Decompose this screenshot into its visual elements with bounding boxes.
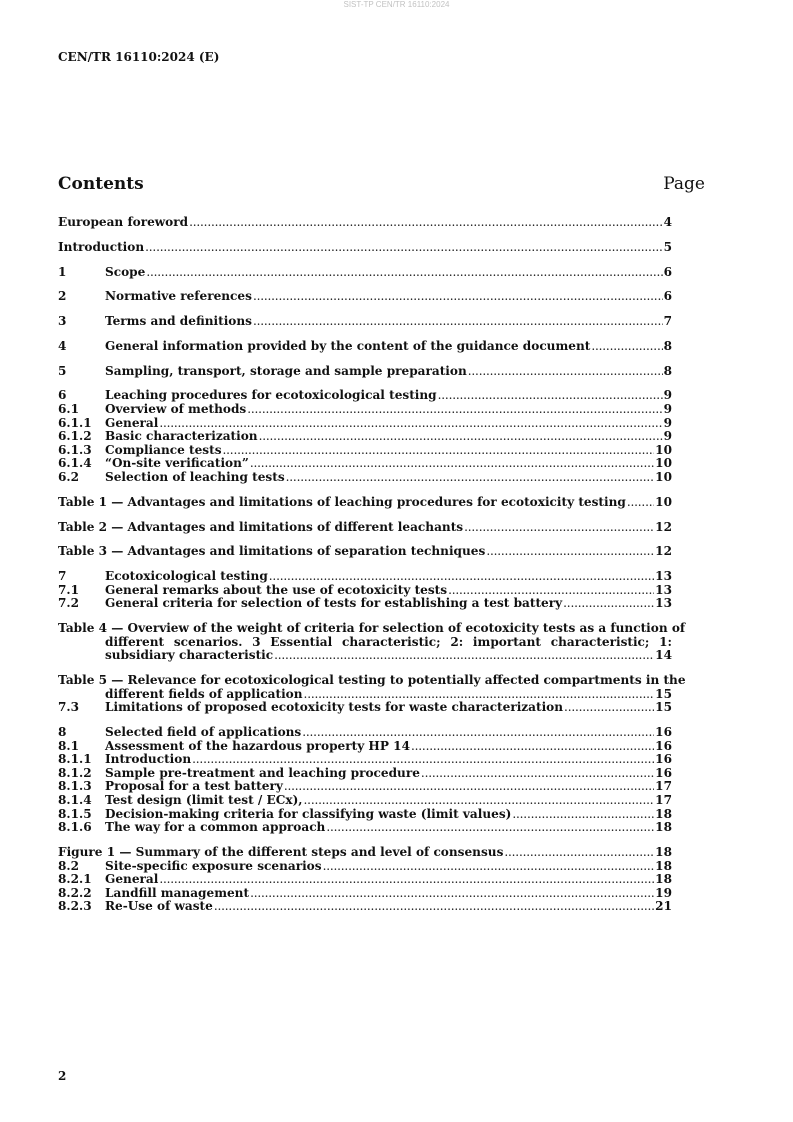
toc-entry-number: 8.2.1 bbox=[58, 872, 92, 887]
toc-leader-dots bbox=[302, 726, 654, 740]
toc-leader-dots bbox=[304, 794, 655, 808]
toc-entry-title: Sample pre-treatment and leaching procedure bbox=[105, 765, 420, 780]
toc-entry-number: 1 bbox=[58, 264, 67, 279]
toc-entry-number: 6.1.3 bbox=[58, 442, 92, 457]
toc-entry-title: subsidiary characteristic bbox=[105, 648, 274, 663]
toc-entry-title-line: Table 5 — Relevance for ecotoxicological testing to potentially affected compartments in the bbox=[58, 673, 686, 688]
toc-entry-number: 8.2 bbox=[58, 858, 80, 873]
toc-entry[interactable] bbox=[58, 545, 672, 559]
toc-entry[interactable] bbox=[58, 457, 672, 471]
toc-entry-number: 3 bbox=[58, 314, 67, 329]
toc-leader-dots bbox=[146, 266, 662, 280]
toc-entry-title: Normative references bbox=[105, 289, 252, 304]
toc-entry-number: 5 bbox=[58, 363, 67, 378]
toc-entry[interactable] bbox=[58, 496, 672, 510]
toc-entry-page: 14 bbox=[655, 648, 672, 663]
toc-entry[interactable] bbox=[58, 365, 672, 379]
toc-entry[interactable] bbox=[58, 430, 672, 444]
page-number: 2 bbox=[58, 1069, 67, 1083]
toc-leader-dots bbox=[448, 584, 654, 598]
toc-entry-number: 8.1.1 bbox=[58, 752, 92, 767]
table-of-contents bbox=[58, 215, 686, 914]
toc-entry-title: Table 3 — Advantages and limitations of separation techniques bbox=[58, 544, 486, 559]
document-id: CEN/TR 16110:2024 (E) bbox=[58, 50, 220, 64]
toc-entry-title: European foreword bbox=[58, 215, 189, 229]
toc-leader-dots bbox=[284, 780, 654, 794]
toc-entry-title: Leaching procedures for ecotoxicological testing bbox=[105, 388, 437, 403]
toc-entry-title: Sampling, transport, storage and sample preparation bbox=[105, 363, 467, 378]
toc-entry-page: 10 bbox=[655, 470, 672, 485]
toc-entry-number: 8.1.5 bbox=[58, 806, 92, 821]
toc-entry-page: 18 bbox=[655, 806, 672, 821]
toc-entry-page: 17 bbox=[655, 793, 672, 808]
toc-entry-page: 21 bbox=[655, 899, 672, 914]
toc-entry-title: Scope bbox=[105, 264, 146, 279]
toc-entry-title: Compliance tests bbox=[105, 442, 222, 457]
toc-entry-page: 16 bbox=[655, 738, 672, 753]
toc-entry[interactable] bbox=[58, 821, 672, 835]
toc-entry[interactable] bbox=[58, 403, 672, 417]
toc-leader-dots bbox=[438, 389, 663, 403]
toc-leader-dots bbox=[411, 740, 654, 754]
toc-entry[interactable] bbox=[58, 597, 672, 611]
toc-entry-page: 16 bbox=[655, 765, 672, 780]
toc-entry-page: 8 bbox=[663, 363, 672, 378]
toc-leader-dots bbox=[421, 767, 654, 781]
toc-entry[interactable] bbox=[58, 216, 672, 230]
toc-entry-title: Site-specific exposure scenarios bbox=[105, 858, 322, 873]
toc-entry-page: 13 bbox=[655, 582, 672, 597]
toc-leader-dots bbox=[486, 545, 654, 559]
toc-entry[interactable] bbox=[58, 767, 672, 781]
toc-entry-title: Introduction bbox=[58, 239, 145, 254]
toc-entry[interactable] bbox=[58, 290, 672, 304]
toc-entry-title: Limitations of proposed ecotoxicity tests for waste characterization bbox=[105, 700, 564, 715]
toc-entry[interactable] bbox=[58, 389, 672, 403]
toc-entry-page: 12 bbox=[655, 544, 672, 559]
toc-entry-page: 6 bbox=[663, 289, 672, 304]
toc-entry[interactable] bbox=[58, 846, 672, 860]
toc-entry-title: Selected field of applications bbox=[105, 725, 302, 740]
toc-entry-page: 7 bbox=[663, 314, 672, 329]
toc-leader-dots bbox=[159, 873, 654, 887]
toc-entry[interactable] bbox=[58, 340, 672, 354]
toc-entry-number: 7.1 bbox=[58, 582, 80, 597]
toc-leader-dots bbox=[627, 496, 654, 510]
toc-entry-page: 18 bbox=[655, 872, 672, 887]
toc-entry[interactable] bbox=[58, 570, 672, 584]
toc-entry-page: 8 bbox=[663, 338, 672, 353]
toc-entry-page: 18 bbox=[655, 820, 672, 835]
toc-entry[interactable] bbox=[58, 780, 672, 794]
toc-entry-number: 7 bbox=[58, 569, 67, 584]
toc-entry-title: Selection of leaching tests bbox=[105, 470, 285, 485]
toc-entry-number: 8.1.3 bbox=[58, 779, 92, 794]
toc-entry[interactable] bbox=[58, 887, 672, 901]
toc-entry-number: 8.1 bbox=[58, 738, 80, 753]
toc-entry[interactable] bbox=[58, 521, 672, 535]
toc-entry[interactable] bbox=[58, 900, 672, 914]
toc-entry-page: 10 bbox=[655, 456, 672, 471]
toc-entry-page: 9 bbox=[663, 402, 672, 417]
toc-entry-number: 8.1.4 bbox=[58, 793, 92, 808]
toc-entry-page: 18 bbox=[655, 858, 672, 873]
toc-entry-page: 13 bbox=[655, 596, 672, 611]
toc-leader-dots bbox=[223, 444, 655, 458]
toc-entry-page: 9 bbox=[663, 415, 672, 430]
toc-entry-number: 8 bbox=[58, 725, 67, 740]
toc-leader-dots bbox=[259, 430, 663, 444]
toc-leader-dots bbox=[145, 241, 662, 255]
toc-entry-number: 8.1.2 bbox=[58, 765, 92, 780]
toc-entry-title: Introduction bbox=[105, 752, 192, 767]
toc-entry[interactable] bbox=[58, 417, 672, 431]
toc-leader-dots bbox=[286, 471, 655, 485]
toc-entry-page: 6 bbox=[663, 264, 672, 279]
toc-entry-number: 7.2 bbox=[58, 596, 80, 611]
toc-leader-dots bbox=[504, 846, 654, 860]
toc-entry-number: 2 bbox=[58, 289, 67, 304]
toc-leader-dots bbox=[326, 821, 654, 835]
toc-entry[interactable] bbox=[58, 726, 672, 740]
watermark: SIST-TP CEN/TR 16110:2024 bbox=[343, 0, 450, 9]
page-column-label: Page bbox=[663, 174, 705, 194]
toc-entry-title: Figure 1 — Summary of the different steps and level of consensus bbox=[58, 845, 504, 859]
toc-entry-title: Proposal for a test battery bbox=[105, 779, 283, 794]
toc-entry-page: 15 bbox=[655, 700, 672, 715]
toc-entry[interactable] bbox=[58, 621, 686, 663]
toc-leader-dots bbox=[253, 290, 663, 304]
toc-entry-number: 8.2.2 bbox=[58, 885, 92, 900]
toc-leader-dots bbox=[250, 887, 654, 901]
toc-entry-title: General remarks about the use of ecotoxicity tests bbox=[105, 582, 448, 597]
toc-entry-page: 9 bbox=[663, 388, 672, 403]
toc-entry-number: 8.2.3 bbox=[58, 899, 92, 914]
toc-leader-dots bbox=[192, 753, 654, 767]
toc-entry-number: 6.1.4 bbox=[58, 456, 92, 471]
toc-leader-dots bbox=[214, 900, 654, 914]
toc-entry-title: Terms and definitions bbox=[105, 314, 252, 329]
toc-leader-dots bbox=[563, 597, 654, 611]
toc-entry-number: 7.3 bbox=[58, 700, 80, 715]
toc-entry-number: 6.1.2 bbox=[58, 429, 92, 444]
toc-leader-dots bbox=[468, 365, 663, 379]
toc-entry-title: General criteria for selection of tests for establishing a test battery bbox=[105, 596, 563, 611]
toc-entry[interactable] bbox=[58, 701, 672, 715]
toc-entry[interactable] bbox=[58, 753, 672, 767]
toc-entry-title: Assessment of the hazardous property HP 14 bbox=[105, 738, 410, 753]
toc-entry[interactable] bbox=[58, 673, 686, 701]
toc-entry-title: Landfill management bbox=[105, 885, 250, 900]
toc-entry-title: The way for a common approach bbox=[105, 820, 326, 835]
toc-entry-page: 18 bbox=[655, 845, 672, 859]
toc-entry-page: 19 bbox=[655, 885, 672, 900]
toc-entry-title: different fields of application bbox=[105, 686, 303, 701]
toc-leader-dots bbox=[253, 315, 663, 329]
toc-entry[interactable] bbox=[58, 444, 672, 458]
toc-entry-page: 13 bbox=[655, 569, 672, 584]
toc-entry-title-line: different scenarios. 3 Essential characteristic; 2: important characteristic; 1: bbox=[105, 634, 672, 649]
toc-leader-dots bbox=[564, 701, 654, 715]
toc-entry-title: General bbox=[105, 415, 159, 430]
toc-entry[interactable] bbox=[58, 740, 672, 754]
toc-entry-page: 15 bbox=[655, 686, 672, 701]
toc-entry-page: 4 bbox=[663, 215, 672, 229]
toc-entry[interactable] bbox=[58, 315, 672, 329]
toc-entry[interactable] bbox=[58, 808, 672, 822]
toc-entry-title: Basic characterization bbox=[105, 429, 258, 444]
toc-entry[interactable] bbox=[58, 794, 672, 808]
toc-leader-dots bbox=[464, 521, 654, 535]
toc-entry-page: 16 bbox=[655, 752, 672, 767]
toc-entry-page: 12 bbox=[655, 519, 672, 534]
toc-entry-page: 9 bbox=[663, 429, 672, 444]
toc-leader-dots bbox=[189, 216, 662, 230]
toc-entry-title: Table 2 — Advantages and limitations of different leachants bbox=[58, 519, 464, 534]
toc-entry-last-line bbox=[58, 688, 672, 702]
toc-entry-number: 8.1.6 bbox=[58, 820, 92, 835]
toc-entry[interactable] bbox=[58, 241, 672, 255]
toc-entry-number: 4 bbox=[58, 338, 67, 353]
toc-entry[interactable] bbox=[58, 266, 672, 280]
toc-entry-number: 6 bbox=[58, 388, 67, 403]
toc-entry-number: 6.1 bbox=[58, 402, 80, 417]
toc-entry-title: Test design (limit test / ECx), bbox=[105, 793, 303, 808]
toc-leader-dots bbox=[269, 570, 654, 584]
toc-leader-dots bbox=[304, 688, 655, 702]
toc-entry-title-line: Table 4 — Overview of the weight of criteria for selection of ecotoxicity tests as a function of bbox=[58, 621, 686, 636]
toc-entry-title: General bbox=[105, 872, 159, 887]
toc-entry-page: 10 bbox=[655, 494, 672, 509]
toc-entry-title: Ecotoxicological testing bbox=[105, 569, 268, 584]
toc-entry[interactable] bbox=[58, 860, 672, 874]
toc-entry-title: Table 1 — Advantages and limitations of leaching procedures for ecotoxicity testing bbox=[58, 494, 626, 509]
toc-entry-last-line bbox=[58, 649, 672, 663]
toc-entry-title: “On-site verification” bbox=[105, 456, 249, 471]
toc-entry-number: 6.1.1 bbox=[58, 415, 92, 430]
toc-leader-dots bbox=[274, 649, 654, 663]
toc-entry-title: Decision-making criteria for classifying waste (limit values) bbox=[105, 806, 512, 821]
toc-entry[interactable] bbox=[58, 873, 672, 887]
toc-leader-dots bbox=[323, 860, 655, 874]
toc-leader-dots bbox=[591, 340, 662, 354]
toc-entry-page: 16 bbox=[655, 725, 672, 740]
toc-entry-page: 17 bbox=[655, 779, 672, 794]
toc-entry-title: Re-Use of waste bbox=[105, 899, 213, 914]
toc-leader-dots bbox=[512, 808, 654, 822]
toc-entry[interactable] bbox=[58, 584, 672, 598]
toc-entry-title: Overview of methods bbox=[105, 402, 247, 417]
toc-leader-dots bbox=[247, 403, 662, 417]
toc-leader-dots bbox=[250, 457, 654, 471]
toc-entry[interactable] bbox=[58, 471, 672, 485]
toc-leader-dots bbox=[159, 417, 662, 431]
toc-entry-page: 10 bbox=[655, 442, 672, 457]
toc-entry-number: 6.2 bbox=[58, 470, 80, 485]
contents-heading: Contents bbox=[58, 174, 144, 194]
toc-entry-page: 5 bbox=[663, 239, 672, 254]
toc-entry-title: General information provided by the content of the guidance document bbox=[105, 338, 591, 353]
